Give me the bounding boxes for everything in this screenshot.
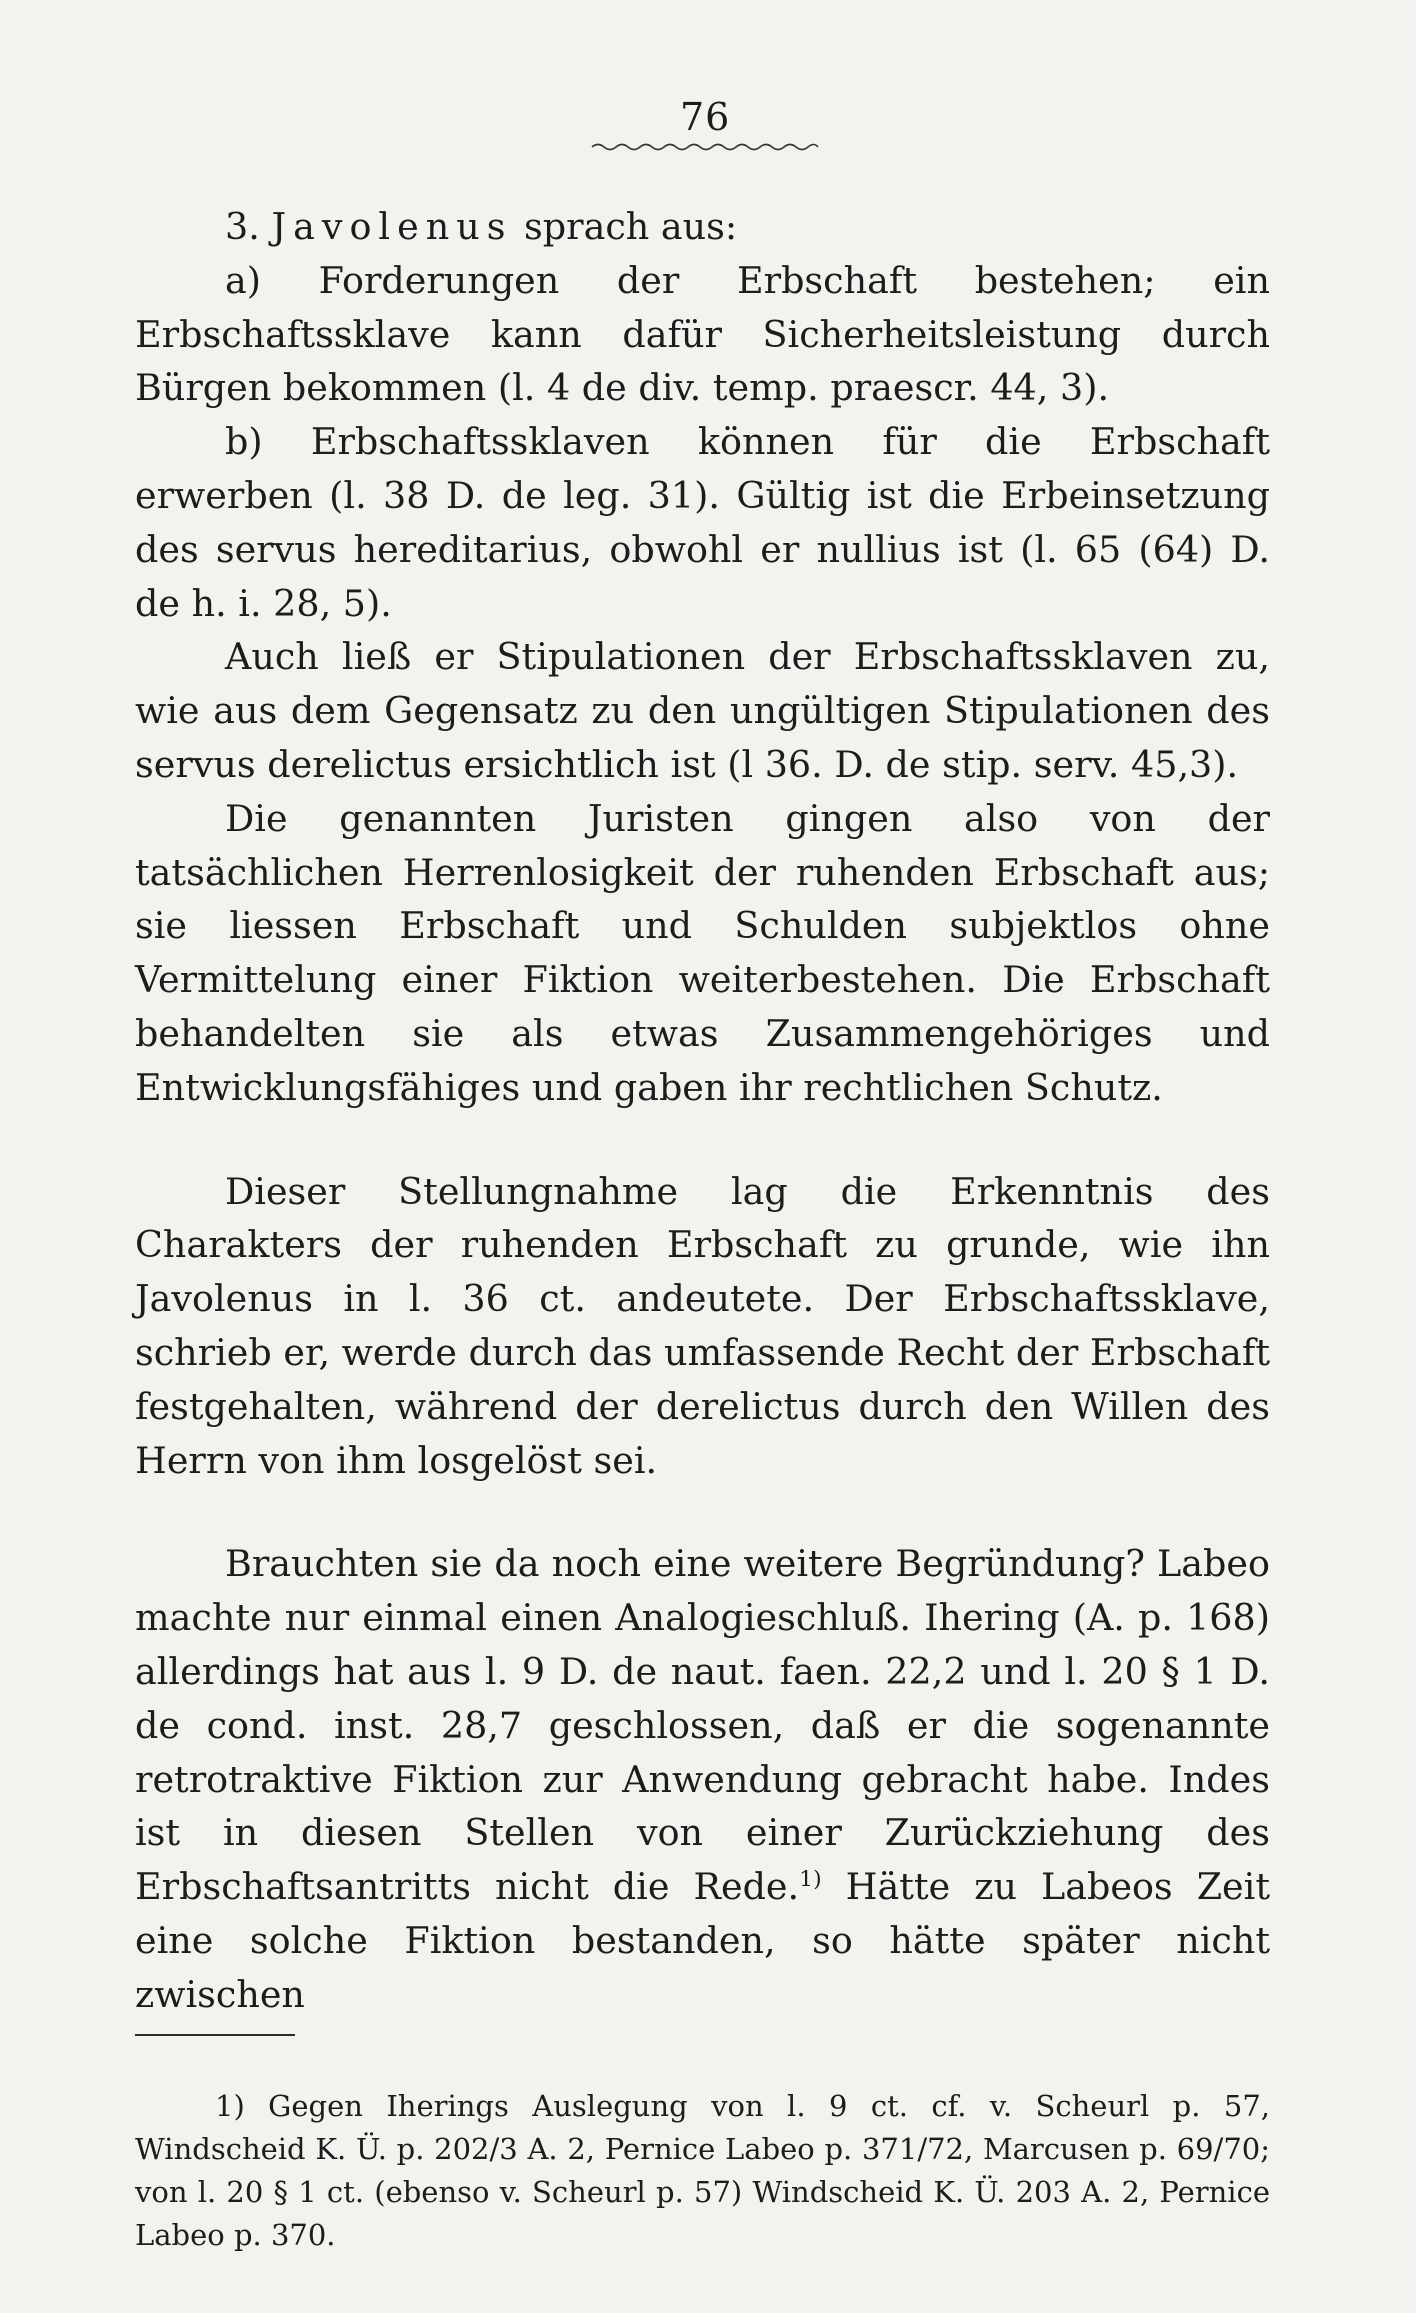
paragraph-b: b) Erbschaftssklaven können für die Erbschaft erwerben (l. 38 D. de leg. 31). Gültig ist die Erbeinsetzung des servus hereditarius, obwohl er nullius ist (l. 65 (64) D. de h. i. 28, 5). bbox=[135, 420, 1270, 625]
jurist-name: Javolenus bbox=[271, 205, 513, 248]
paragraph-text: sprach aus: bbox=[512, 205, 738, 248]
paragraph-stipulationen: Auch ließ er Stipulationen der Erbschaftssklaven zu, wie aus dem Gegensatz zu den ungültigen Stipulationen des servus derelictus ersichtlich ist (l 36. D. de stip. serv. 45,3). bbox=[135, 635, 1270, 786]
ornament-divider bbox=[590, 140, 820, 154]
paragraph-text: Hätte zu Labeos Zeit eine solche Fiktion bestanden, so hätte später nicht zwischen bbox=[135, 1865, 1270, 2016]
body-text bbox=[135, 200, 1270, 2022]
footnote-reference: 1) bbox=[799, 1866, 822, 1892]
footnotes bbox=[135, 2085, 1270, 2257]
section-number: 3. bbox=[225, 205, 260, 248]
footnote-rule bbox=[135, 2034, 295, 2036]
paragraph-begruendung bbox=[135, 1537, 1270, 2021]
paragraph-javolenus bbox=[135, 200, 1270, 254]
paragraph-a: a) Forderungen der Erbschaft bestehen; ein Erbschaftssklave kann dafür Sicherheitsleistung durch Bürgen bekommen (l. 4 de div. temp. praescr. 44, 3). bbox=[135, 258, 1270, 410]
paragraph-stellungnahme: Dieser Stellungnahme lag die Erkenntnis des Charakters der ruhenden Erbschaft zu grunde, wie ihn Javolenus in l. 36 ct. andeutete. Der Erbschaftssklave, schrieb er, werde durch das umfassende Recht der Erbschaft festgehalten, während der derelictus durch den Willen des Herrn von ihm losgelöst sei. bbox=[135, 1169, 1270, 1482]
footnote-1: 1) Gegen Iherings Auslegung von l. 9 ct. cf. v. Scheurl p. 57, Windscheid K. Ü. p. 202/3 A. 2, Pernice Labeo p. 371/72, Marcusen p. 69/70; von l. 20 § 1 ct. (ebenso v. Scheurl p. 57) Windscheid K. Ü. 203 A. 2, Pernice Labeo p. 370. bbox=[135, 2089, 1270, 2252]
paragraph-text: Brauchten sie da noch eine weitere Begründung? Labeo machte nur einmal einen Analogieschluß. Ihering (A. p. 168) allerdings hat aus l. 9 D. de naut. faen. 22,2 und l. 20 § 1 D. de cond. inst. 28,7 geschlossen, daß er die sogenannte retrotraktive Fiktion zur Anwendung gebracht habe. Indes ist in diesen Stellen von einer Zurückziehung des Erbschaftsantritts nicht die Rede. bbox=[135, 1542, 1270, 1909]
paragraph-herrenlosigkeit: Die genannten Juristen gingen also von der tatsächlichen Herrenlosigkeit der ruhenden Erbschaft aus; sie liessen Erbschaft und Schulden subjektlos ohne Vermittelung einer Fiktion weiterbestehen. Die Erbschaft behandelten sie als etwas Zusammengehöriges und Entwicklungsfähiges und gaben ihr rechtlichen Schutz. bbox=[135, 796, 1270, 1109]
page-number: 76 bbox=[680, 95, 731, 139]
